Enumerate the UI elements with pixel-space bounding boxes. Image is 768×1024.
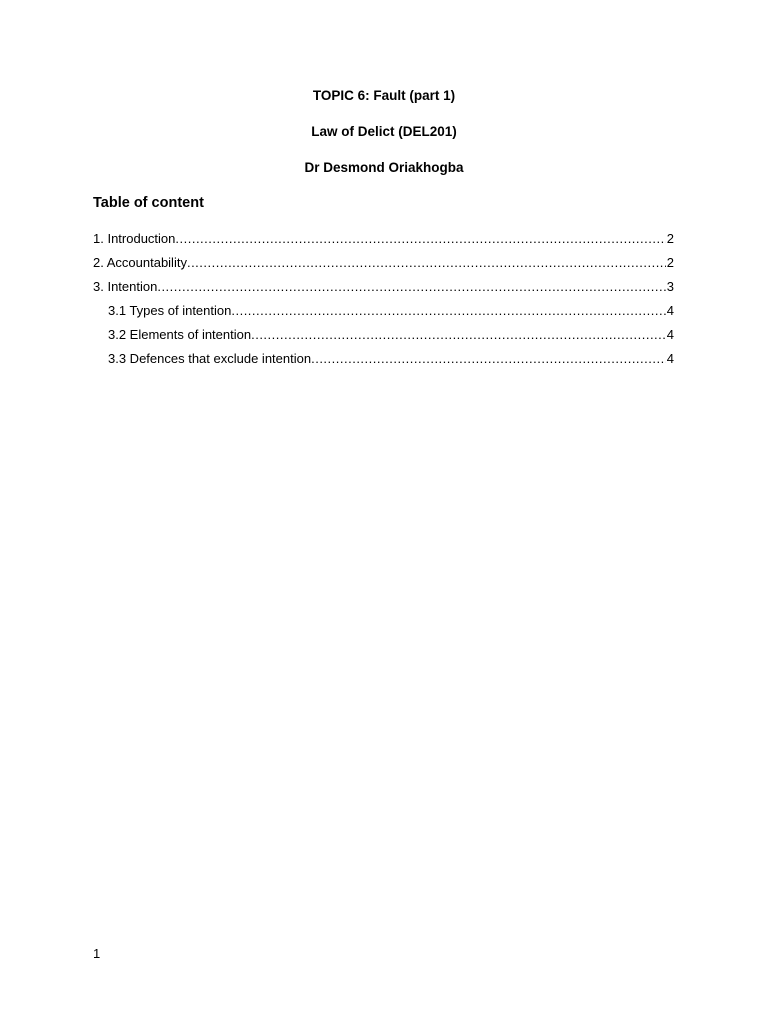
course-title: Law of Delict (DEL201) [311,124,457,139]
toc-dot-leader [311,350,666,368]
page-number: 1 [93,946,101,961]
toc-entry-label: 1. Introduction [93,231,176,246]
toc-entry-label: 3.2 Elements of intention [108,327,252,342]
toc-dot-leader [175,230,665,248]
toc-entry-label: 2. Accountability [93,255,187,270]
toc-entry-defences[interactable] [93,350,674,374]
toc-heading: Table of content [93,195,204,211]
table-of-contents [93,230,674,374]
toc-entry-page: 4 [666,303,674,318]
toc-entry-page: 2 [666,231,674,246]
toc-entry-accountability[interactable] [93,254,674,278]
toc-entry-page: 4 [666,327,674,342]
toc-entry-page: 3 [666,279,674,294]
toc-dot-leader [187,254,666,272]
toc-entry-page: 2 [666,255,674,270]
toc-entry-intention[interactable] [93,278,674,302]
toc-entry-label: 3.1 Types of intention [108,303,232,318]
toc-entry-types-of-intention[interactable] [93,302,674,326]
toc-entry-elements-of-intention[interactable] [93,326,674,350]
document-title: TOPIC 6: Fault (part 1) [312,88,456,103]
toc-dot-leader [251,326,666,344]
toc-entry-page: 4 [666,351,674,366]
author-name: Dr Desmond Oriakhogba [304,160,464,175]
toc-entry-introduction[interactable] [93,230,674,254]
toc-dot-leader [231,302,665,320]
toc-dot-leader [157,278,665,296]
toc-entry-label: 3. Intention [93,279,158,294]
toc-entry-label: 3.3 Defences that exclude intention [108,351,312,366]
